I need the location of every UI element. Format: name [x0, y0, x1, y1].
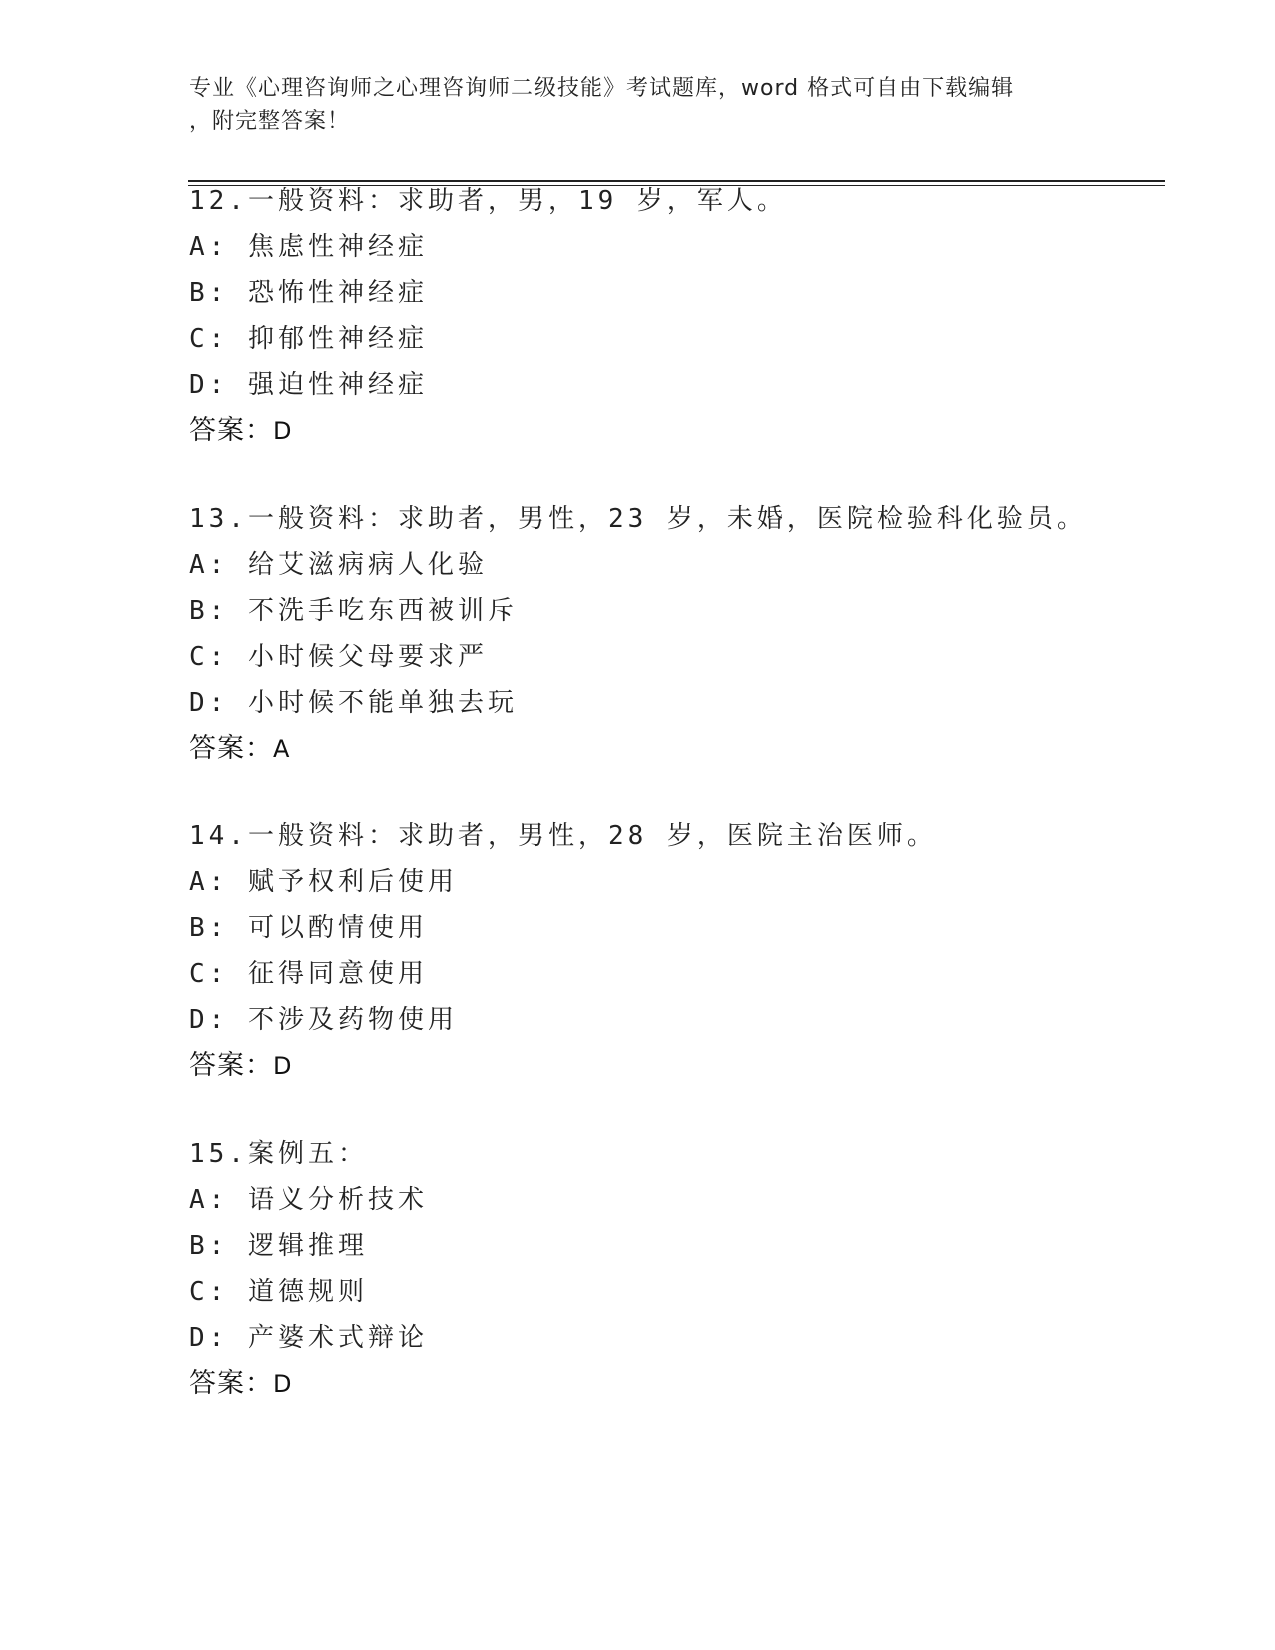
option-b: B: 逻辑推理: [189, 1231, 368, 1261]
answer-line: [189, 1361, 1139, 1407]
question-title: 15.案例五：: [189, 1139, 368, 1169]
option-c: C: 小时候父母要求严: [189, 642, 488, 672]
question-block: [189, 813, 1139, 1089]
question-title: 13.一般资料：求助者，男性，23 岁，未婚，医院检验科化验员。: [189, 504, 1087, 534]
option-c: C: 道德规则: [189, 1277, 368, 1307]
answer-label: 答案：: [189, 1368, 273, 1399]
header-line-1: 专业《心理咨询师之心理咨询师二级技能》考试题库，word 格式可自由下载编辑: [189, 76, 1015, 101]
question-title: 12.一般资料：求助者，男，19 岁，军人。: [189, 186, 787, 216]
option-d: D: 强迫性神经症: [189, 370, 428, 400]
answer-label: 答案：: [189, 1050, 273, 1081]
option-a: A: 焦虑性神经症: [189, 232, 428, 262]
option-c: C: 征得同意使用: [189, 959, 428, 989]
answer-value: D: [273, 1052, 293, 1080]
answer-value: A: [273, 735, 291, 763]
question-block: [189, 1131, 1139, 1407]
answer-value: D: [273, 417, 293, 445]
option-a: A: 语义分析技术: [189, 1185, 428, 1215]
option-b: B: 可以酌情使用: [189, 913, 428, 943]
answer-label: 答案：: [189, 415, 273, 446]
header-line-2: ，附完整答案！: [189, 109, 351, 134]
answer-value: D: [273, 1370, 293, 1398]
option-d: D: 产婆术式辩论: [189, 1323, 428, 1353]
option-c: C: 抑郁性神经症: [189, 324, 428, 354]
option-a: A: 赋予权利后使用: [189, 867, 458, 897]
answer-line: [189, 726, 1139, 772]
option-d: D: 小时候不能单独去玩: [189, 688, 518, 718]
option-b: B: 恐怖性神经症: [189, 278, 428, 308]
answer-line: [189, 408, 1139, 454]
answer-label: 答案：: [189, 733, 273, 764]
question-block: [189, 496, 1139, 772]
option-a: A: 给艾滋病病人化验: [189, 550, 488, 580]
document-header: [189, 72, 1069, 138]
question-title: 14.一般资料：求助者，男性，28 岁，医院主治医师。: [189, 821, 937, 851]
question-block: [189, 178, 1139, 454]
answer-line: [189, 1043, 1139, 1089]
option-b: B: 不洗手吃东西被训斥: [189, 596, 518, 626]
option-d: D: 不涉及药物使用: [189, 1005, 458, 1035]
